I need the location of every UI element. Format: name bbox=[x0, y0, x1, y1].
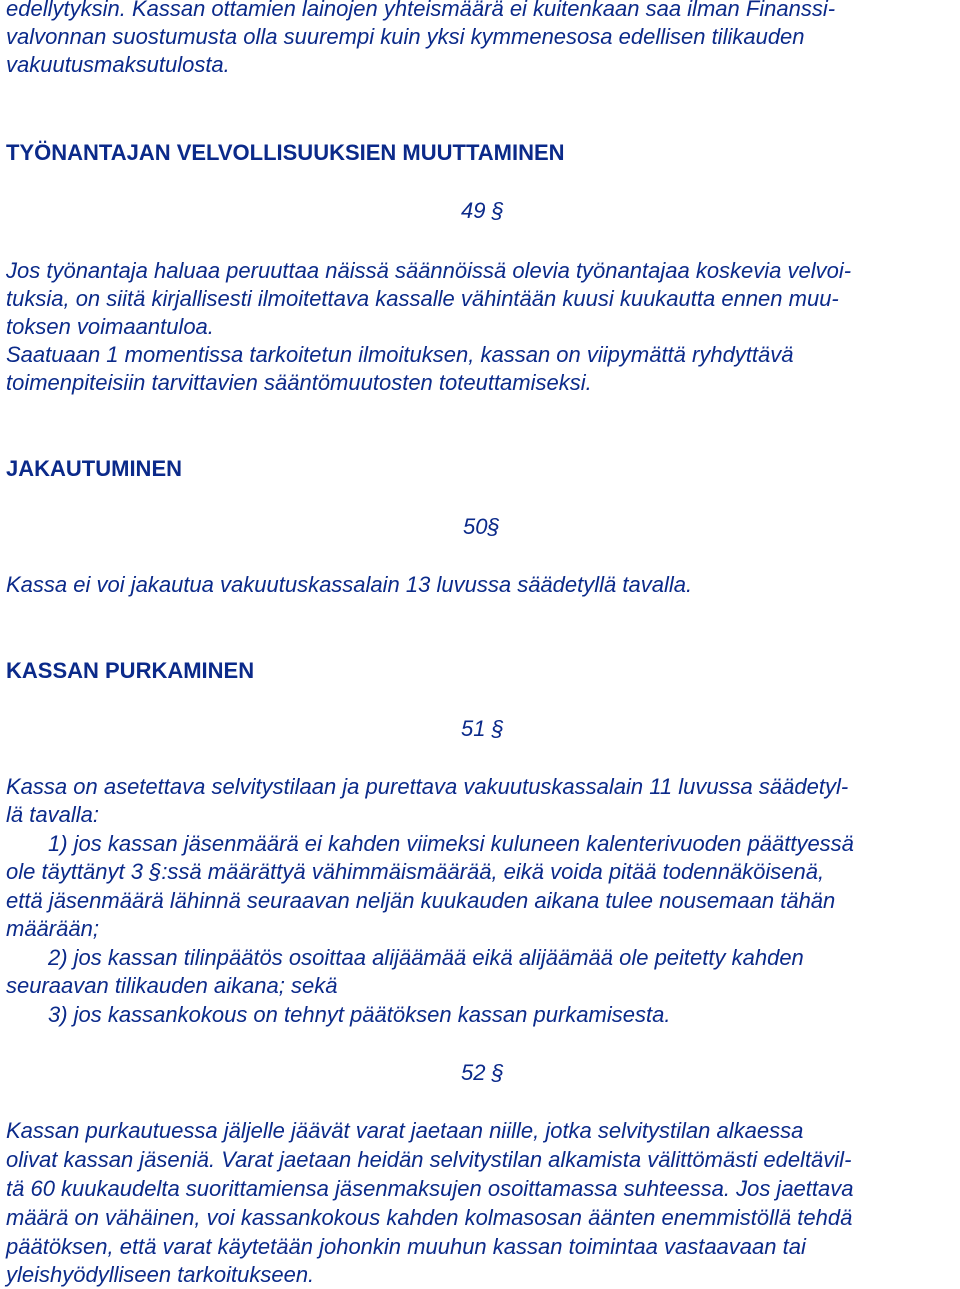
intro-line: edellytyksin. Kassan ottamien lainojen yhteismäärä ei kuitenkaan saa ilman Finanssi- bbox=[6, 0, 836, 21]
paragraph-line: tuksia, on siitä kirjallisesti ilmoitettava kassalle vähintään kuusi kuukautta ennen muu- bbox=[6, 286, 839, 311]
list-item: 2) jos kassan tilinpäätös osoittaa alijäämää eikä alijäämää ole peitetty kahden bbox=[48, 945, 804, 970]
list-item: 3) jos kassankokous on tehnyt päätöksen kassan purkamisesta. bbox=[48, 1002, 671, 1027]
list-item: 1) jos kassan jäsenmäärä ei kahden viimeksi kuluneen kalenterivuoden päättyessä bbox=[48, 831, 854, 856]
intro-line: valvonnan suostumusta olla suurempi kuin yksi kymmenesosa edellisen tilikauden bbox=[6, 24, 805, 49]
intro-line: vakuutusmaksutulosta. bbox=[6, 52, 230, 77]
section-number: 49 § bbox=[461, 198, 504, 223]
list-item-continuation: ole täyttänyt 3 §:ssä määrättyä vähimmäismäärää, eikä voida pitää todennäköisenä, bbox=[6, 859, 825, 884]
paragraph-line: yleishyödylliseen tarkoitukseen. bbox=[6, 1262, 315, 1287]
paragraph-line: olivat kassan jäseniä. Varat jaetaan heidän selvitystilan alkamista välittömästi edeltävil- bbox=[6, 1147, 852, 1172]
list-item-continuation: että jäsenmäärä lähinnä seuraavan neljän kuukauden aikana tulee nousemaan tähän bbox=[6, 888, 836, 913]
paragraph-line: Kassan purkautuessa jäljelle jäävät varat jaetaan niille, jotka selvitystilan alkaessa bbox=[6, 1118, 804, 1143]
section-heading: KASSAN PURKAMINEN bbox=[6, 658, 255, 683]
paragraph-line: määrä on vähäinen, voi kassankokous kahden kolmasosan äänten enemmistöllä tehdä bbox=[6, 1205, 853, 1230]
section-number: 51 § bbox=[461, 716, 504, 741]
section-heading: TYÖNANTAJAN VELVOLLISUUKSIEN MUUTTAMINEN bbox=[6, 140, 565, 165]
list-item-continuation: seuraavan tilikauden aikana; sekä bbox=[6, 973, 338, 998]
paragraph-line: Kassa on asetettava selvitystilaan ja purettava vakuutuskassalain 11 luvussa säädetyl- bbox=[6, 774, 849, 799]
section-heading: JAKAUTUMINEN bbox=[6, 456, 182, 481]
paragraph-line: toimenpiteisiin tarvittavien sääntömuutosten toteuttamiseksi. bbox=[6, 370, 592, 395]
section-number: 50§ bbox=[463, 514, 500, 539]
paragraph-line: tä 60 kuukaudelta suorittamiensa jäsenmaksujen osoittamassa suhteessa. Jos jaettava bbox=[6, 1176, 854, 1201]
paragraph-line: lä tavalla: bbox=[6, 802, 99, 827]
section-number: 52 § bbox=[461, 1060, 504, 1085]
paragraph-line: Saatuaan 1 momentissa tarkoitetun ilmoituksen, kassan on viipymättä ryhdyttävä bbox=[6, 342, 794, 367]
paragraph-line: Jos työnantaja haluaa peruuttaa näissä säännöissä olevia työnantajaa koskevia velvoi- bbox=[6, 258, 852, 283]
paragraph-line: päätöksen, että varat käytetään johonkin muuhun kassan toimintaa vastaavaan tai bbox=[6, 1234, 806, 1259]
list-item-continuation: määrään; bbox=[6, 916, 99, 941]
paragraph-line: toksen voimaantuloa. bbox=[6, 314, 214, 339]
paragraph-line: Kassa ei voi jakautua vakuutuskassalain 13 luvussa säädetyllä tavalla. bbox=[6, 572, 693, 597]
